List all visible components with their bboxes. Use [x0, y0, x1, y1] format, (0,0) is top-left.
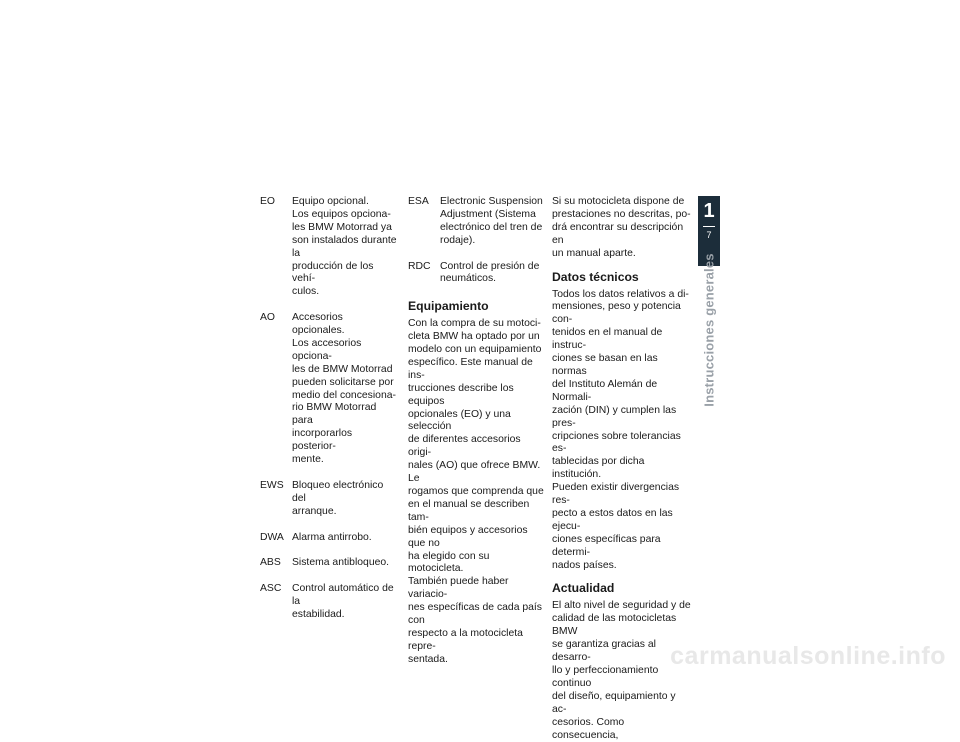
section-heading-equipamiento: Equipamiento	[408, 299, 489, 314]
abbreviation: DWA	[260, 531, 284, 543]
abbreviation-definition: Equipo opcional. Los equipos opciona- les BMW Motorrad ya son instalados durante la producción de los vehí- culos.	[292, 196, 397, 298]
paragraph-actualidad: El alto nivel de seguridad y de calidad de las motocicletas BMW se garantiza gracias al desarro- llo y perfeccionamiento continuo del diseño, equipamiento y ac- cesorios. Como consecuencia,	[552, 600, 691, 741]
section-heading-datos-tecnicos: Datos técnicos	[552, 269, 639, 284]
abbreviation: ESA	[408, 196, 429, 207]
paragraph-intro: Si su motocicleta dispone de prestaciones no descritas, po- drá encontrar su descripción en un manual aparte.	[552, 196, 691, 259]
section-heading-actualidad: Actualidad	[552, 581, 615, 596]
abbreviation-column-1	[260, 196, 398, 635]
column-2	[408, 196, 546, 667]
paragraph-datos-tecnicos: Todos los datos relativos a di- mensiones, peso y potencia con- tenidos en el manual de instruc- ciones se basan en las normas del Instituto Alemán de Normali- zación (DIN) y cumplen las pres- cripciones sobre tolerancias es- tablecidas por dicha institución. Pueden existir divergencias res- pecto a estos datos en las ejecu- ciones específicas para determi- nados países.	[552, 288, 689, 571]
abbreviation-definition: Control automático de la estabilidad.	[292, 583, 394, 620]
abbreviation-definition: Sistema antibloqueo.	[292, 557, 390, 569]
abbreviation: ABS	[260, 557, 281, 569]
abbreviation-definition: Alarma antirrobo.	[292, 531, 372, 543]
abbreviation-definition: Bloqueo electrónico del arranque.	[292, 479, 384, 517]
abbreviation-definition: Electronic Suspension Adjustment (Sistema electrónico del tren de rodaje).	[440, 196, 543, 246]
abbreviation: EWS	[260, 479, 284, 491]
chapter-divider	[703, 226, 715, 227]
abbreviation-entry	[260, 480, 398, 519]
abbreviation-entry	[260, 583, 398, 622]
abbreviation-entry	[260, 557, 398, 570]
abbreviation-entry	[408, 196, 546, 248]
abbreviation: AO	[260, 312, 276, 324]
abbreviation-entry	[408, 261, 546, 287]
abbreviation-entry	[260, 312, 398, 467]
abbreviation: ASC	[260, 583, 282, 595]
page-number: 7	[706, 230, 712, 240]
chapter-title-vertical: Instrucciones generales	[701, 253, 717, 407]
abbreviation-definition: Control de presión de neumáticos.	[440, 260, 540, 285]
chapter-number: 1	[703, 200, 715, 222]
abbreviation: RDC	[408, 260, 431, 272]
abbreviation-entry	[260, 532, 398, 545]
watermark: carmanualsonline.info	[670, 642, 946, 670]
paragraph-equipamiento: Con la compra de su motoci- cleta BMW ha optado por un modelo con un equipamiento específico. Este manual de ins- trucciones describe los equipos opcionales (EO) y una selección de diferentes accesorios origi- nales (AO) que ofrece BMW. Le rogamos que comprenda que en el manual se describen tam- bién equipos y accesorios que no ha elegido con su motocicleta. También puede haber variacio- nes específicas de cada país con respecto a la motocicleta repre- sentada.	[408, 318, 544, 665]
abbreviation-definition: Accesorios opcionales. Los accesorios opciona- les de BMW Motorrad pueden solicitarse por medio del concesiona- rio BMW Motorrad para incorporarlos posterior- mente.	[292, 312, 396, 466]
abbreviation-entry	[260, 196, 398, 299]
abbreviation: EO	[260, 196, 276, 207]
